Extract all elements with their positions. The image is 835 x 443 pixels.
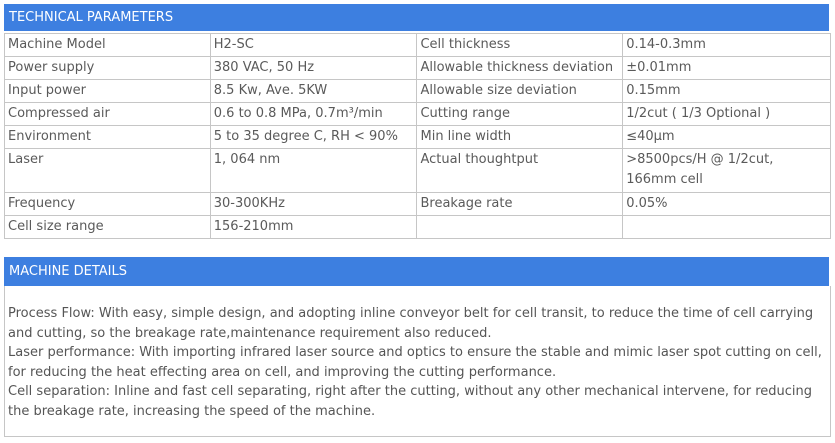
table-row: [5, 34, 831, 57]
param-label: Frequency: [5, 193, 211, 216]
param-label: Input power: [5, 80, 211, 103]
param-label: Cell thickness: [417, 34, 623, 57]
param-value: ±0.01mm: [623, 57, 831, 80]
details-paragraph-laser-performance: Laser performance: With importing infrared laser source and optics to ensure the stable and mimic laser spot cutting on cell, for reducing the heat effecting area on cell, and improving the cutting performance.: [8, 345, 822, 380]
param-label: Cell size range: [5, 216, 211, 239]
machine-details-header: [4, 257, 829, 286]
param-label: Actual thoughtput: [417, 149, 623, 193]
details-paragraph-process-flow: Process Flow: With easy, simple design, and adopting inline conveyor belt for cell transit, to reduce the time of cell carrying and cutting, so the breakage rate,maintenance requirement also reduced.: [8, 306, 814, 341]
param-label: Min line width: [417, 126, 623, 149]
table-row: [5, 149, 831, 193]
param-value: [623, 216, 831, 239]
param-value: 5 to 35 degree C, RH < 90%: [210, 126, 417, 149]
param-label: Allowable thickness deviation: [417, 57, 623, 80]
table-row: [5, 126, 831, 149]
machine-details-text: [8, 304, 830, 421]
param-label: Allowable size deviation: [417, 80, 623, 103]
param-label: Power supply: [5, 57, 211, 80]
param-value: 0.05%: [623, 193, 831, 216]
param-value: >8500pcs/H @ 1/2cut, 166mm cell: [623, 149, 831, 193]
table-row: [5, 193, 831, 216]
technical-parameters-header: [4, 4, 829, 31]
param-value: 1/2cut ( 1/3 Optional ): [623, 103, 831, 126]
table-row: [5, 80, 831, 103]
param-label: [417, 216, 623, 239]
details-paragraph-cell-separation: Cell separation: Inline and fast cell separating, right after the cutting, without any other mechanical intervene, for reducing the breakage rate, increasing the speed of the machine.: [8, 384, 813, 419]
param-value: 156-210mm: [210, 216, 417, 239]
param-label: Cutting range: [417, 103, 623, 126]
param-value: 0.14-0.3mm: [623, 34, 831, 57]
param-value: 30-300KHz: [210, 193, 417, 216]
param-value: H2-SC: [210, 34, 417, 57]
param-label: Laser: [5, 149, 211, 193]
param-label: Breakage rate: [417, 193, 623, 216]
param-value: 380 VAC, 50 Hz: [210, 57, 417, 80]
table-row: [5, 57, 831, 80]
technical-parameters-title: TECHNICAL PARAMETERS: [9, 10, 174, 25]
param-value: 0.15mm: [623, 80, 831, 103]
table-row: [5, 216, 831, 239]
technical-parameters-table: [4, 33, 831, 239]
table-row: [5, 103, 831, 126]
param-value: 0.6 to 0.8 MPa, 0.7m³/min: [210, 103, 417, 126]
param-value: ≤40μm: [623, 126, 831, 149]
param-value: 1, 064 nm: [210, 149, 417, 193]
param-label: Compressed air: [5, 103, 211, 126]
param-label: Machine Model: [5, 34, 211, 57]
param-label: Environment: [5, 126, 211, 149]
machine-details-title: MACHINE DETAILS: [9, 264, 128, 279]
param-value: 8.5 Kw, Ave. 5KW: [210, 80, 417, 103]
